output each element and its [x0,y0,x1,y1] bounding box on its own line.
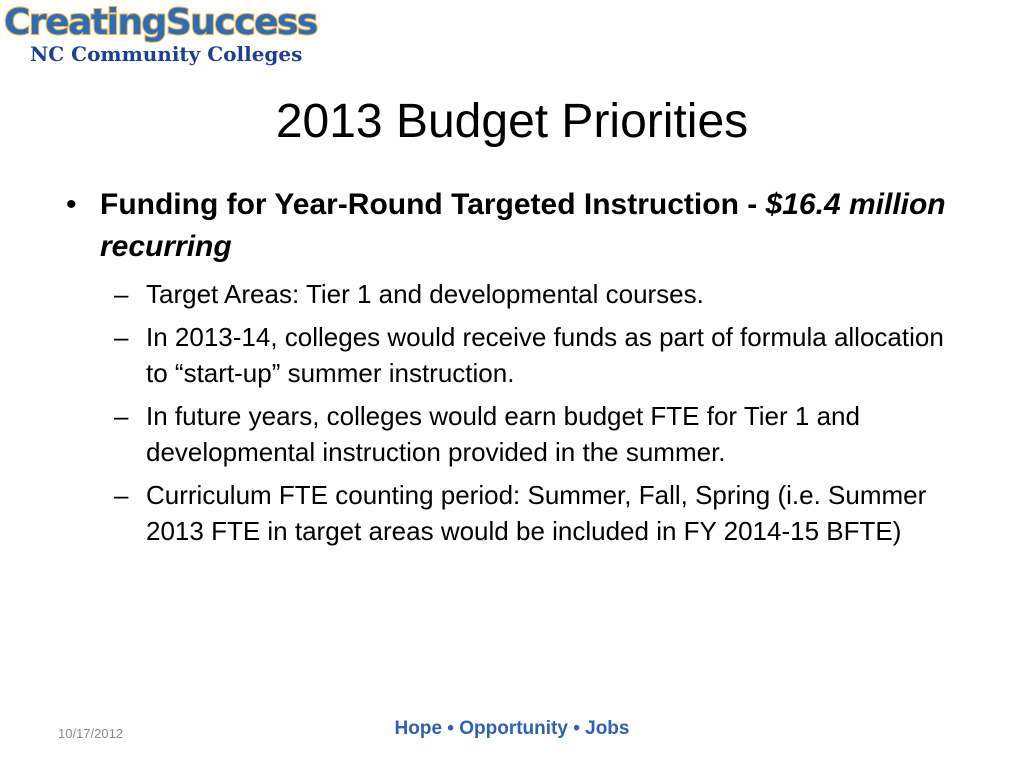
dash-icon: – [114,322,129,352]
sub-bullet [60,477,956,549]
sub-bullet-text: In 2013-14, colleges would receive funds as part of formula allocation to “start-up” summer instruction. [146,322,944,388]
logo-wordmark: CreatingSuccess [4,2,317,43]
dash-icon: – [114,401,129,431]
sub-bullet-text: Target Areas: Tier 1 and developmental courses. [146,279,704,309]
footer-date: 10/17/2012 [58,726,124,741]
slide-title: 2013 Budget Priorities [275,95,749,148]
main-bullet [60,184,960,268]
sub-bullet [60,276,956,312]
dash-icon: – [114,279,129,309]
bullet-amount: $16.4 million recurring [100,188,946,263]
brand-logo [4,2,344,72]
slide-content [60,184,960,556]
sub-bullet-text: Curriculum FTE counting period: Summer, Fall, Spring (i.e. Summer 2013 FTE in target areas would be included in FY 2014-15 BFTE) [146,480,927,546]
sub-bullet [60,398,956,470]
dash-icon: – [114,480,129,510]
logo-subtitle: NC Community Colleges [30,42,303,66]
bullet-icon: • [66,188,77,221]
footer-tagline: Hope • Opportunity • Jobs [394,718,630,739]
sub-bullet-text: In future years, colleges would earn budget FTE for Tier 1 and developmental instruction provided in the summer. [146,401,860,467]
bullet-heading: Funding for Year-Round Targeted Instruction - [100,188,758,221]
sub-bullet [60,319,956,391]
